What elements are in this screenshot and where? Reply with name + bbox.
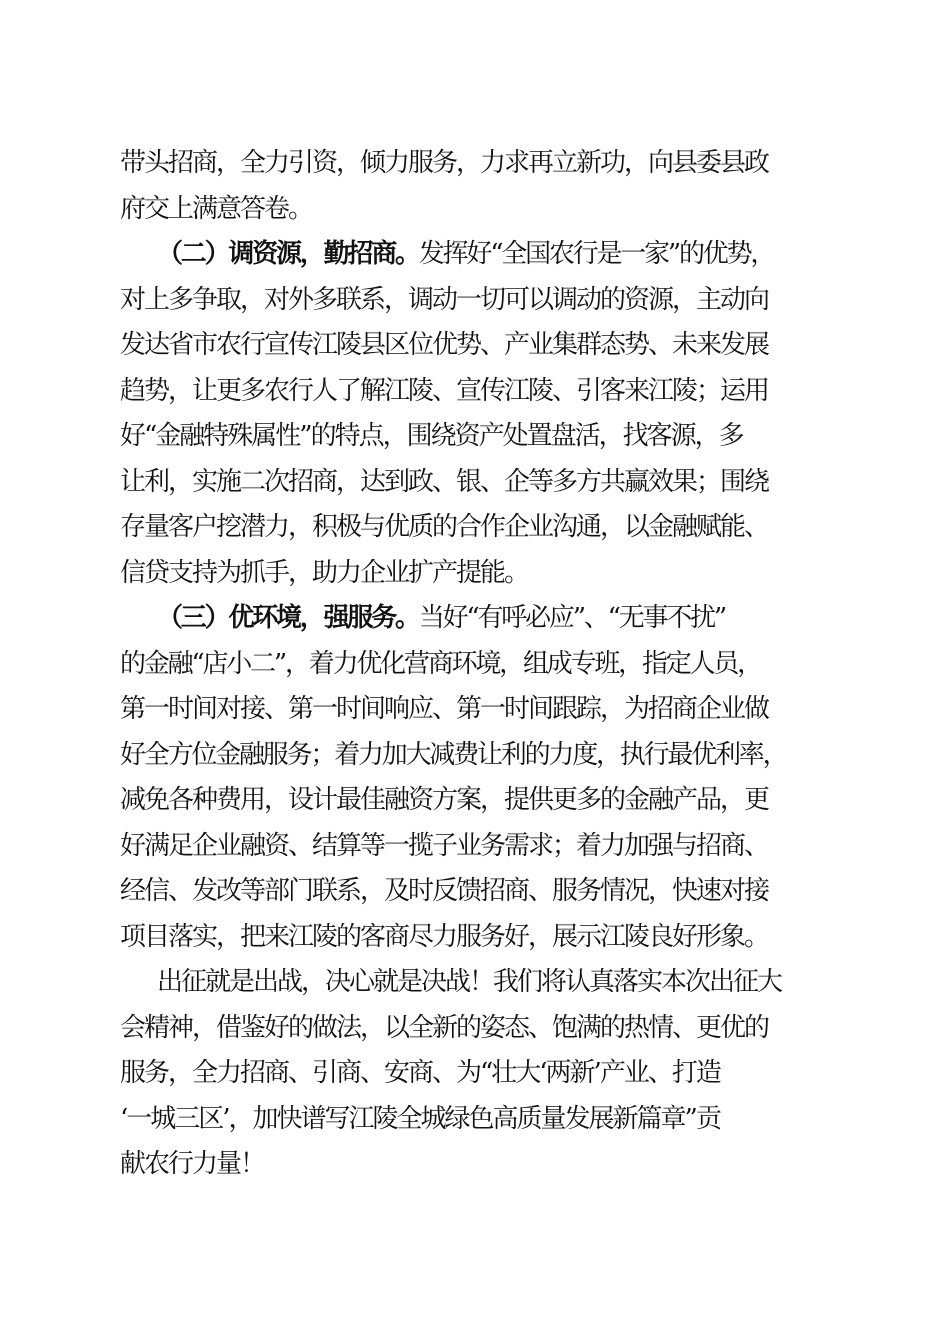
p2-line-8: 信贷支持为抓手，助力企业扩产提能。 — [120, 558, 529, 588]
p2-line-7: 存量客户挖潜力，积极与优质的合作企业沟通，以金融赋能、 — [120, 512, 769, 542]
p3-line-1-text: 当好“有呼必应”、“无事不扰” — [418, 603, 725, 633]
p4-line-1: 出征就是出战，决心就是决战！我们将认真落实本次出征大 — [157, 967, 782, 997]
p3-line-2: 的金融“店小二”，着力优化营商环境，组成专班，指定人员， — [120, 649, 761, 679]
p2-heading: （二）调资源，勤招商。 — [157, 239, 419, 269]
p1-line-2: 府交上满意答卷。 — [120, 194, 313, 224]
p3-heading: （三）优环境，强服务。 — [157, 603, 419, 633]
p3-line-7: 经信、发改等部门联系，及时反馈招商、服务情况，快速对接 — [120, 876, 769, 906]
p4-line-3: 服务，全力招商、引商、安商、为“壮大‘两新’产业、打造 — [120, 1058, 720, 1088]
p3-line-4: 好全方位金融服务；着力加大减费让利的力度，执行最优利率， — [120, 740, 787, 770]
p4-line-4: ‘一城三区’，加快谱写江陵全城绿色高质量发展新篇章”贡 — [120, 1104, 720, 1134]
p2-line-1 — [157, 238, 950, 270]
p3-line-1 — [157, 602, 950, 634]
p4-line-2: 会精神，借鉴好的做法，以全新的姿态、饱满的热情、更优的 — [120, 1013, 769, 1043]
p2-line-1-text: 发挥好“全国农行是一家”的优势， — [418, 239, 775, 269]
p4-line-5: 献农行力量！ — [120, 1149, 265, 1179]
p2-line-2: 对上多争取，对外多联系，调动一切可以调动的资源，主动向 — [120, 285, 769, 315]
p3-line-3: 第一时间对接、第一时间响应、第一时间跟踪，为招商企业做 — [120, 694, 769, 724]
p1-line-1: 带头招商，全力引资，倾力服务，力求再立新功，向县委县政 — [120, 148, 769, 178]
p3-line-5: 减免各种费用，设计最佳融资方案，提供更多的金融产品，更 — [120, 785, 769, 815]
p2-line-6: 让利，实施二次招商，达到政、银、企等多方共赢效果；围绕 — [120, 467, 769, 497]
p3-line-8: 项目落实，把来江陵的客商尽力服务好，展示江陵良好形象。 — [120, 922, 769, 952]
p2-line-3: 发达省市农行宣传江陵县区位优势、产业集群态势、未来发展 — [120, 330, 769, 360]
p2-line-4: 趋势，让更多农行人了解江陵、宣传江陵、引客来江陵；运用 — [120, 376, 769, 406]
p2-line-5: 好“金融特殊属性”的特点，围绕资产处置盘活，找客源，多 — [120, 421, 743, 451]
p3-line-6: 好满足企业融资、结算等一揽子业务需求；着力加强与招商、 — [120, 831, 769, 861]
